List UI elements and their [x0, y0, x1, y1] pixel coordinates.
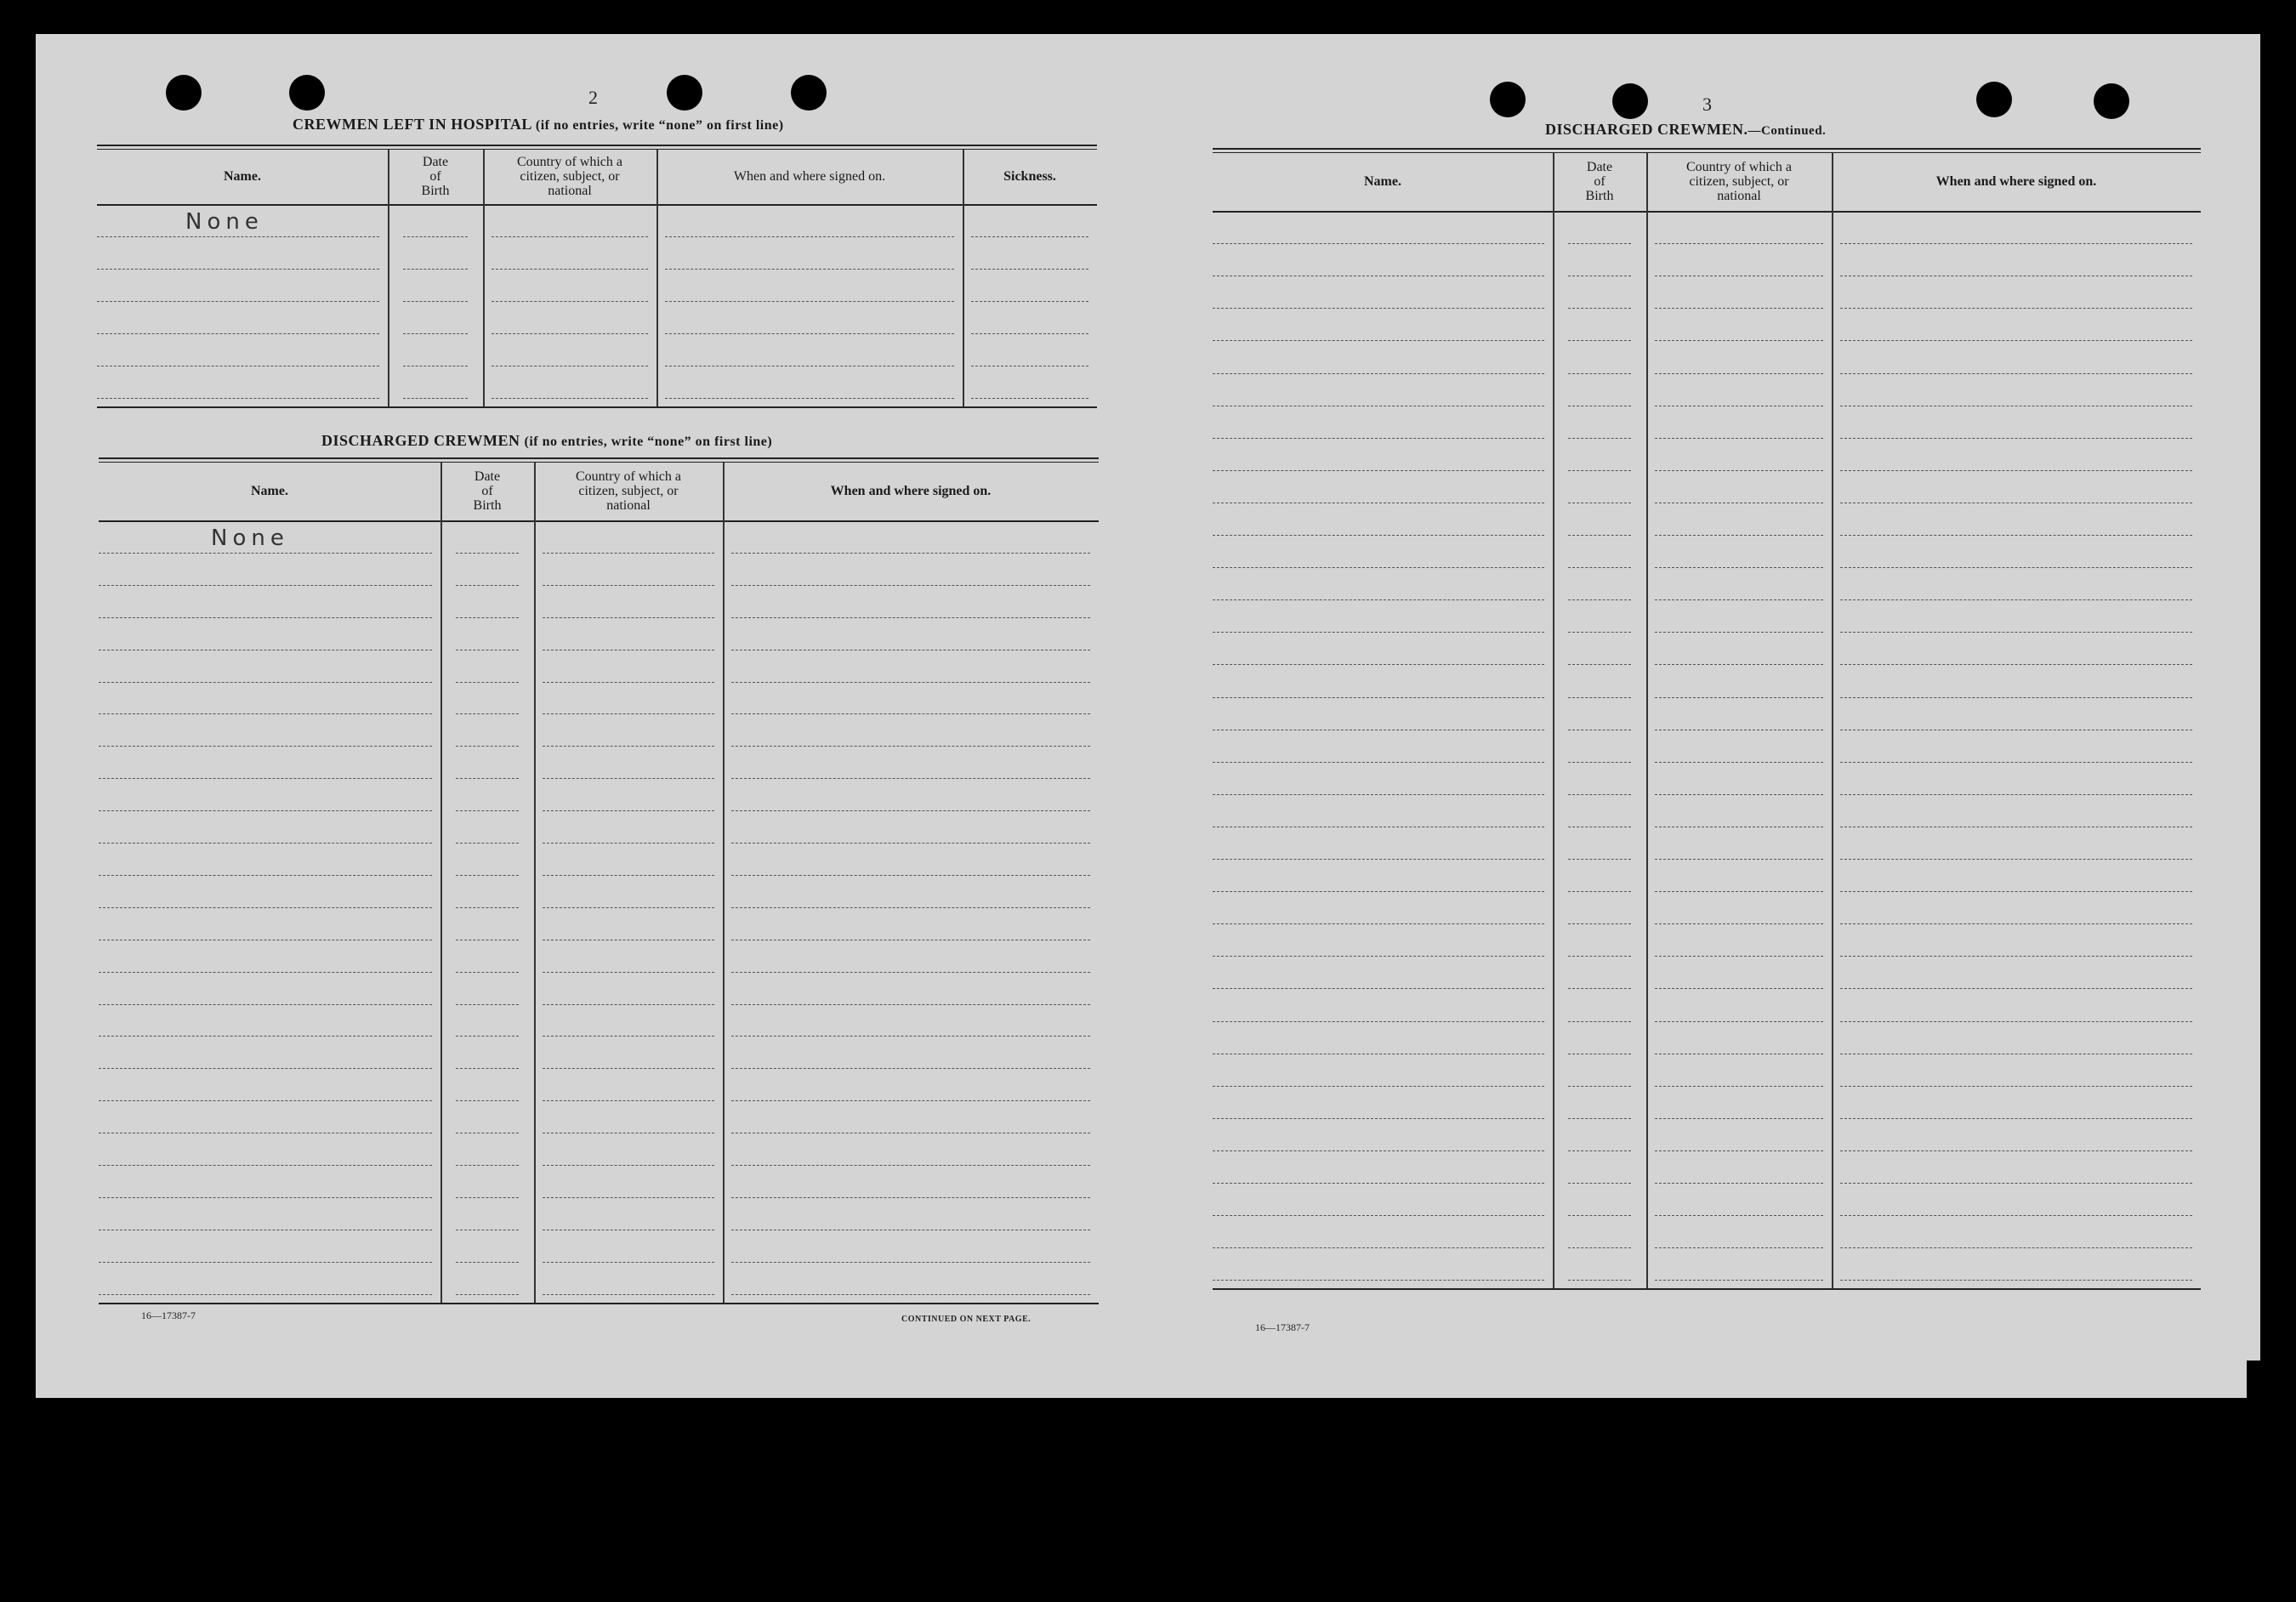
discharged-title-text: DISCHARGED CREWMEN	[321, 432, 520, 449]
table-bottom-rule	[99, 1303, 1099, 1304]
entry-line	[665, 301, 954, 302]
entry-line	[731, 843, 1090, 844]
entry-line	[731, 1100, 1090, 1101]
continued-title-text: DISCHARGED CREWMEN.	[1545, 121, 1748, 138]
entry-line	[1213, 1215, 1544, 1216]
column-header: Country of which a citizen, subject, or national	[576, 469, 681, 513]
entry-line	[731, 682, 1090, 683]
entry-line	[1213, 340, 1544, 341]
column-divider	[1646, 153, 1648, 1288]
entry-line	[1655, 859, 1823, 860]
entry-line	[543, 875, 714, 876]
entry-line	[1840, 794, 2192, 795]
entry-line	[456, 746, 519, 747]
entry-line	[1840, 470, 2192, 471]
entry-line	[1568, 535, 1631, 536]
entry-line	[1213, 599, 1544, 600]
entry-line	[543, 1004, 714, 1005]
entry-line	[99, 713, 432, 714]
entry-line	[1568, 243, 1631, 244]
entry-line	[1655, 373, 1823, 374]
entry-line	[1213, 308, 1544, 309]
column-header: Name.	[1364, 173, 1401, 189]
header-rule	[99, 520, 1099, 522]
punch-hole	[2094, 83, 2129, 119]
entry-line	[1840, 923, 2192, 924]
entry-line	[1655, 1118, 1823, 1119]
entry-line	[99, 875, 432, 876]
entry-line	[1213, 470, 1544, 471]
entry-line	[1568, 1280, 1631, 1281]
sheet-corner-cut	[2247, 1361, 2260, 1398]
header-rule	[97, 204, 1097, 206]
entry-line	[456, 778, 519, 779]
entry-line	[99, 972, 432, 973]
column-divider	[440, 463, 442, 1303]
entry-line	[1655, 1280, 1823, 1281]
hospital-section-title	[293, 116, 784, 134]
entry-line	[1213, 891, 1544, 892]
entry-line	[1655, 923, 1823, 924]
entry-line	[971, 398, 1088, 399]
entry-line	[456, 972, 519, 973]
entry-line	[971, 301, 1088, 302]
entry-line	[543, 585, 714, 586]
entry-line	[99, 1165, 432, 1166]
column-header: Date of Birth	[1585, 159, 1614, 203]
entry-line	[1568, 373, 1631, 374]
column-header: Date of Birth	[473, 469, 502, 513]
entry-line	[1213, 762, 1544, 763]
entry-line	[456, 1165, 519, 1166]
entry-line	[456, 1294, 519, 1295]
entry-line	[456, 617, 519, 618]
entry-line	[543, 810, 714, 811]
entry-line	[665, 269, 954, 270]
entry-line	[1213, 1086, 1544, 1087]
header-rule	[1213, 211, 2201, 213]
entry-line	[99, 553, 432, 554]
entry-line	[1568, 1086, 1631, 1087]
column-divider	[963, 150, 964, 406]
entry-line	[99, 907, 432, 908]
entry-line	[731, 972, 1090, 973]
table-bottom-rule	[1213, 1288, 2201, 1290]
entry-line	[456, 713, 519, 714]
entry-line	[1655, 1021, 1823, 1022]
entry-line	[731, 585, 1090, 586]
entry-line	[1213, 697, 1544, 698]
entry-line	[1568, 1183, 1631, 1184]
entry-line	[1213, 664, 1544, 665]
entry-line	[97, 301, 379, 302]
entry-line	[1655, 599, 1823, 600]
entry-line	[1568, 632, 1631, 633]
entry-line	[456, 843, 519, 844]
entry-line	[1840, 762, 2192, 763]
entry-line	[731, 1004, 1090, 1005]
column-divider	[656, 150, 658, 406]
entry-line	[1840, 308, 2192, 309]
entry-line	[1213, 438, 1544, 439]
entry-line	[1568, 599, 1631, 600]
column-header: Country of which a citizen, subject, or national	[517, 154, 622, 198]
entry-line	[1655, 956, 1823, 957]
entry-line	[731, 1036, 1090, 1037]
punch-hole	[1976, 82, 2012, 117]
entry-line	[1840, 340, 2192, 341]
entry-line	[1840, 891, 2192, 892]
entry-line	[1655, 1150, 1823, 1151]
entry-line	[543, 682, 714, 683]
entry-line	[456, 1068, 519, 1069]
entry-line	[665, 236, 954, 237]
entry-line	[1213, 632, 1544, 633]
entry-line	[492, 269, 648, 270]
entry-line	[1840, 599, 2192, 600]
entry-line	[1568, 567, 1631, 568]
form-number-right: 16—17387-7	[1255, 1321, 1310, 1333]
entry-line	[1840, 1021, 2192, 1022]
entry-line	[1840, 535, 2192, 536]
entry-line	[1655, 988, 1823, 989]
hospital-title-text: CREWMEN LEFT IN HOSPITAL	[293, 116, 531, 133]
column-header: Date of Birth	[421, 154, 450, 198]
entry-line	[492, 301, 648, 302]
table-top-rule	[97, 145, 1097, 146]
column-divider	[1832, 153, 1833, 1288]
column-divider	[534, 463, 536, 1303]
entry-line	[1213, 1118, 1544, 1119]
entry-line	[543, 907, 714, 908]
entry-line	[99, 682, 432, 683]
entry-line	[403, 398, 468, 399]
column-header: When and where signed on.	[1935, 173, 2097, 189]
entry-line	[543, 746, 714, 747]
entry-line	[1568, 664, 1631, 665]
entry-line	[731, 778, 1090, 779]
entry-line	[1213, 956, 1544, 957]
entry-line	[1840, 1247, 2192, 1248]
entry-line	[731, 1197, 1090, 1198]
entry-line	[403, 333, 468, 334]
entry-line	[456, 1100, 519, 1101]
entry-line	[1655, 1086, 1823, 1087]
entry-line	[1655, 535, 1823, 536]
entry-line	[1568, 923, 1631, 924]
entry-line	[99, 1262, 432, 1263]
table-top-rule	[1213, 148, 2201, 150]
handwritten-entry: None	[185, 209, 264, 235]
entry-line	[1655, 1247, 1823, 1248]
entry-line	[1840, 664, 2192, 665]
entry-line	[1655, 1215, 1823, 1216]
entry-line	[1840, 697, 2192, 698]
entry-line	[1213, 1021, 1544, 1022]
entry-line	[731, 875, 1090, 876]
entry-line	[1213, 567, 1544, 568]
entry-line	[1568, 697, 1631, 698]
table-bottom-rule	[97, 406, 1097, 408]
entry-line	[543, 1068, 714, 1069]
entry-line	[1568, 1247, 1631, 1248]
entry-line	[543, 1197, 714, 1198]
entry-line	[971, 333, 1088, 334]
entry-line	[1568, 859, 1631, 860]
entry-line	[99, 843, 432, 844]
entry-line	[1655, 762, 1823, 763]
entry-line	[1655, 891, 1823, 892]
entry-line	[1840, 1118, 2192, 1119]
entry-line	[1568, 956, 1631, 957]
entry-line	[731, 713, 1090, 714]
page-number: 2	[588, 87, 598, 108]
entry-line	[731, 1165, 1090, 1166]
entry-line	[1840, 438, 2192, 439]
entry-line	[543, 1036, 714, 1037]
entry-line	[1840, 1215, 2192, 1216]
discharged-section-title	[321, 432, 772, 450]
entry-line	[731, 746, 1090, 747]
entry-line	[1213, 923, 1544, 924]
entry-line	[1568, 1118, 1631, 1119]
entry-line	[1840, 1183, 2192, 1184]
punch-hole	[1612, 83, 1648, 119]
entry-line	[456, 553, 519, 554]
entry-line	[456, 810, 519, 811]
entry-line	[1840, 859, 2192, 860]
entry-line	[543, 843, 714, 844]
column-divider	[723, 463, 725, 1303]
entry-line	[1840, 1150, 2192, 1151]
entry-line	[403, 269, 468, 270]
form-number: 16—17387-7	[141, 1309, 196, 1321]
punch-hole	[1490, 82, 1526, 117]
entry-line	[456, 1036, 519, 1037]
entry-line	[543, 1100, 714, 1101]
entry-line	[543, 1262, 714, 1263]
discharged-title-note: (if no entries, write “none” on first line)	[524, 435, 773, 449]
entry-line	[99, 617, 432, 618]
entry-line	[543, 1165, 714, 1166]
entry-line	[731, 1294, 1090, 1295]
column-header: When and where signed on.	[733, 168, 886, 184]
entry-line	[1840, 1086, 2192, 1087]
entry-line	[1568, 340, 1631, 341]
entry-line	[543, 713, 714, 714]
entry-line	[1840, 567, 2192, 568]
entry-line	[731, 1068, 1090, 1069]
entry-line	[1213, 1280, 1544, 1281]
entry-line	[543, 972, 714, 973]
entry-line	[99, 1068, 432, 1069]
entry-line	[1568, 762, 1631, 763]
entry-line	[99, 1100, 432, 1101]
entry-line	[1840, 632, 2192, 633]
entry-line	[97, 236, 379, 237]
entry-line	[543, 553, 714, 554]
entry-line	[971, 269, 1088, 270]
continued-title-suffix: —Continued.	[1748, 124, 1827, 138]
entry-line	[403, 301, 468, 302]
column-divider	[1553, 153, 1554, 1288]
entry-line	[1568, 1150, 1631, 1151]
entry-line	[543, 778, 714, 779]
entry-line	[97, 398, 379, 399]
entry-line	[456, 875, 519, 876]
entry-line	[1655, 243, 1823, 244]
entry-line	[1213, 794, 1544, 795]
entry-line	[1568, 308, 1631, 309]
entry-line	[1568, 794, 1631, 795]
entry-line	[1568, 1021, 1631, 1022]
entry-line	[403, 236, 468, 237]
entry-line	[1213, 1150, 1544, 1151]
entry-line	[543, 617, 714, 618]
entry-line	[731, 1262, 1090, 1263]
entry-line	[99, 585, 432, 586]
entry-line	[1213, 535, 1544, 536]
entry-line	[665, 333, 954, 334]
entry-line	[731, 810, 1090, 811]
entry-line	[1655, 632, 1823, 633]
entry-line	[1840, 988, 2192, 989]
entry-line	[99, 778, 432, 779]
entry-line	[456, 1197, 519, 1198]
entry-line	[1655, 470, 1823, 471]
entry-line	[99, 810, 432, 811]
entry-line	[456, 907, 519, 908]
column-divider	[388, 150, 389, 406]
continued-section-title	[1545, 121, 1826, 139]
handwritten-entry: None	[211, 525, 289, 551]
entry-line	[456, 1004, 519, 1005]
entry-line	[492, 333, 648, 334]
entry-line	[1840, 243, 2192, 244]
entry-line	[1840, 1280, 2192, 1281]
entry-line	[492, 236, 648, 237]
entry-line	[99, 746, 432, 747]
entry-line	[456, 585, 519, 586]
entry-line	[99, 1004, 432, 1005]
entry-line	[97, 333, 379, 334]
hospital-title-note: (if no entries, write “none” on first line)	[535, 118, 784, 133]
entry-line	[543, 1294, 714, 1295]
entry-line	[1213, 243, 1544, 244]
entry-line	[1655, 794, 1823, 795]
entry-line	[971, 236, 1088, 237]
column-header: Sickness.	[1003, 168, 1056, 184]
entry-line	[731, 907, 1090, 908]
entry-line	[99, 1036, 432, 1037]
table-top-rule	[99, 457, 1099, 459]
entry-line	[1568, 438, 1631, 439]
entry-line	[1213, 373, 1544, 374]
column-header: When and where signed on.	[830, 483, 992, 498]
entry-line	[1568, 1215, 1631, 1216]
entry-line	[1655, 438, 1823, 439]
entry-line	[731, 553, 1090, 554]
punch-hole	[667, 75, 702, 111]
entry-line	[1655, 1183, 1823, 1184]
entry-line	[1655, 308, 1823, 309]
continued-note: CONTINUED ON NEXT PAGE.	[901, 1315, 1031, 1324]
column-divider	[483, 150, 485, 406]
entry-line	[1568, 988, 1631, 989]
entry-line	[1655, 664, 1823, 665]
punch-hole	[289, 75, 325, 111]
column-header: Country of which a citizen, subject, or national	[1686, 159, 1792, 203]
entry-line	[1840, 956, 2192, 957]
punch-hole	[791, 75, 827, 111]
entry-line	[1655, 697, 1823, 698]
entry-line	[665, 398, 954, 399]
document-sheet	[36, 34, 2260, 1398]
entry-line	[1213, 859, 1544, 860]
entry-line	[1655, 340, 1823, 341]
entry-line	[731, 617, 1090, 618]
entry-line	[1655, 567, 1823, 568]
entry-line	[1568, 891, 1631, 892]
entry-line	[1213, 1247, 1544, 1248]
entry-line	[1213, 988, 1544, 989]
entry-line	[1568, 470, 1631, 471]
punch-hole	[166, 75, 202, 111]
entry-line	[99, 1197, 432, 1198]
entry-line	[456, 1262, 519, 1263]
page-number-right: 3	[1702, 94, 1712, 115]
entry-line	[1213, 1183, 1544, 1184]
entry-line	[1840, 373, 2192, 374]
entry-line	[456, 682, 519, 683]
entry-line	[99, 1294, 432, 1295]
entry-line	[492, 398, 648, 399]
entry-line	[97, 269, 379, 270]
column-header: Name.	[224, 168, 261, 184]
column-header: Name.	[251, 483, 288, 498]
